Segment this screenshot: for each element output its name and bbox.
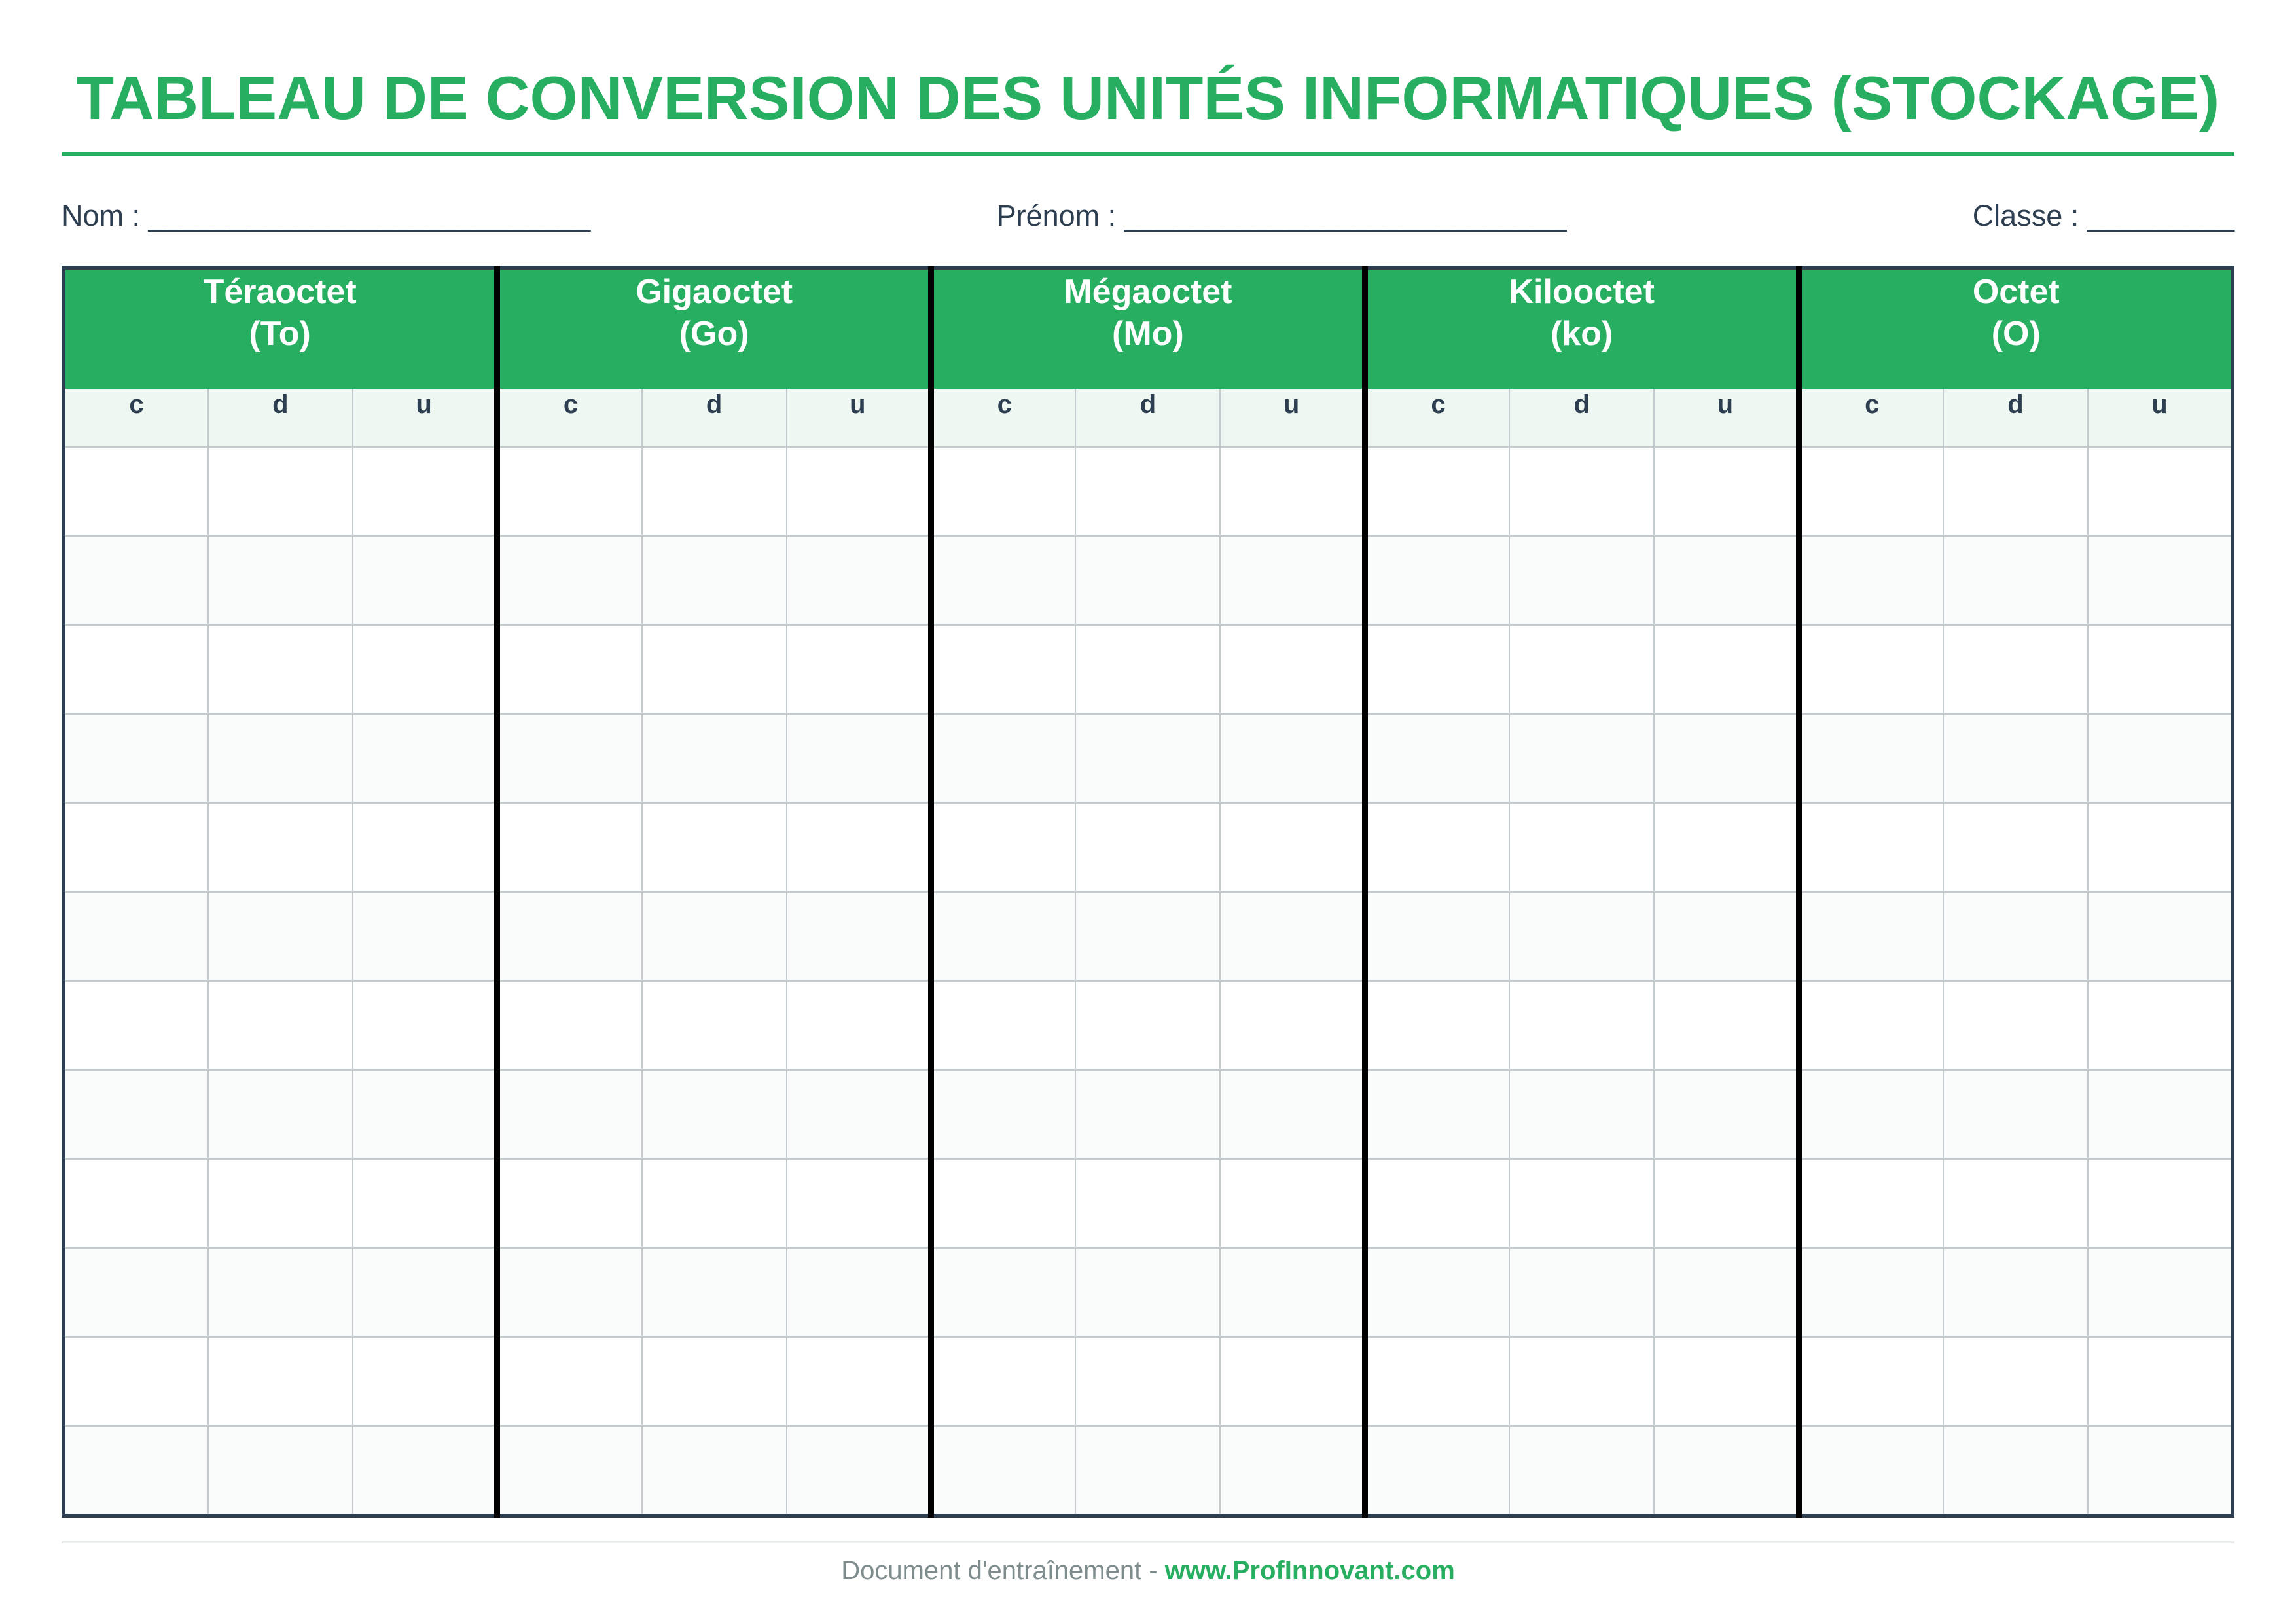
table-cell[interactable] xyxy=(787,1070,931,1159)
table-cell[interactable] xyxy=(63,1159,208,1248)
subcolumn-header: u xyxy=(2088,389,2233,447)
table-cell[interactable] xyxy=(1220,1248,1365,1337)
subcolumn-header: c xyxy=(931,389,1076,447)
table-cell[interactable] xyxy=(1220,981,1365,1070)
table-row xyxy=(63,803,2233,892)
table-cell[interactable] xyxy=(1799,714,1943,803)
subcolumn-header: c xyxy=(63,389,208,447)
table-cell[interactable] xyxy=(1365,1337,1509,1426)
subcolumn-header: u xyxy=(1220,389,1365,447)
table-cell[interactable] xyxy=(642,625,787,714)
table-cell[interactable] xyxy=(787,803,931,892)
footer-site-link[interactable]: www.ProfInnovant.com xyxy=(1164,1556,1455,1585)
table-cell[interactable] xyxy=(208,1159,353,1248)
table-cell[interactable] xyxy=(497,625,642,714)
table-cell[interactable] xyxy=(1943,447,2088,536)
table-row xyxy=(63,536,2233,625)
table-cell[interactable] xyxy=(931,1248,1076,1337)
footer xyxy=(62,1551,2234,1590)
table-cell[interactable] xyxy=(208,1248,353,1337)
table-cell[interactable] xyxy=(63,714,208,803)
unit-header-0 xyxy=(63,268,497,389)
table-cell[interactable] xyxy=(1365,447,1509,536)
table-cell[interactable] xyxy=(1799,1337,1943,1426)
table-row xyxy=(63,447,2233,536)
table-cell[interactable] xyxy=(2088,1070,2233,1159)
table-cell[interactable] xyxy=(497,536,642,625)
table-cell[interactable] xyxy=(2088,1426,2233,1516)
table-cell[interactable] xyxy=(63,803,208,892)
table-cell[interactable] xyxy=(1509,536,1654,625)
table-cell[interactable] xyxy=(1365,1070,1509,1159)
table-cell[interactable] xyxy=(1220,714,1365,803)
subcolumn-header: u xyxy=(1654,389,1799,447)
table-cell[interactable] xyxy=(1654,1159,1799,1248)
table-cell[interactable] xyxy=(1075,981,1220,1070)
table-cell[interactable] xyxy=(1075,1159,1220,1248)
table-cell[interactable] xyxy=(1654,981,1799,1070)
table-cell[interactable] xyxy=(1799,625,1943,714)
table-cell[interactable] xyxy=(63,1248,208,1337)
table-cell[interactable] xyxy=(1075,447,1220,536)
unit-abbreviation: (Mo) xyxy=(1112,315,1184,353)
subcolumn-header: u xyxy=(787,389,931,447)
table-cell[interactable] xyxy=(1075,892,1220,981)
table-cell[interactable] xyxy=(353,714,497,803)
subcolumn-header: d xyxy=(1075,389,1220,447)
table-row xyxy=(63,625,2233,714)
table-cell[interactable] xyxy=(1799,803,1943,892)
table-cell[interactable] xyxy=(787,1426,931,1516)
table-cell[interactable] xyxy=(353,1159,497,1248)
table-cell[interactable] xyxy=(497,892,642,981)
table-cell[interactable] xyxy=(63,892,208,981)
unit-name: Octet xyxy=(1972,273,2060,311)
table-cell[interactable] xyxy=(787,981,931,1070)
table-cell[interactable] xyxy=(1509,1337,1654,1426)
table-cell[interactable] xyxy=(1509,447,1654,536)
subcolumn-header: c xyxy=(1365,389,1509,447)
unit-header-3 xyxy=(1365,268,1799,389)
table-cell[interactable] xyxy=(497,1337,642,1426)
table-cell[interactable] xyxy=(1075,536,1220,625)
prenom-field[interactable]: Prénom : ___________________________ xyxy=(996,199,1567,232)
table-cell[interactable] xyxy=(1943,803,2088,892)
table-cell[interactable] xyxy=(208,892,353,981)
table-cell[interactable] xyxy=(2088,892,2233,981)
table-cell[interactable] xyxy=(1654,1337,1799,1426)
table-cell[interactable] xyxy=(787,714,931,803)
table-row xyxy=(63,1337,2233,1426)
table-cell[interactable] xyxy=(1509,714,1654,803)
table-cell[interactable] xyxy=(787,447,931,536)
table-cell[interactable] xyxy=(1654,803,1799,892)
table-cell[interactable] xyxy=(642,1248,787,1337)
table-cell[interactable] xyxy=(1799,447,1943,536)
table-cell[interactable] xyxy=(1075,714,1220,803)
subcolumn-header: u xyxy=(353,389,497,447)
table-cell[interactable] xyxy=(1943,1337,2088,1426)
table-cell[interactable] xyxy=(787,625,931,714)
table-cell[interactable] xyxy=(1220,892,1365,981)
table-cell[interactable] xyxy=(787,1248,931,1337)
table-cell[interactable] xyxy=(208,625,353,714)
subcolumn-header-row xyxy=(63,389,2233,447)
table-cell[interactable] xyxy=(1365,1426,1509,1516)
table-cell[interactable] xyxy=(931,892,1076,981)
table-cell[interactable] xyxy=(2088,714,2233,803)
table-cell[interactable] xyxy=(931,1159,1076,1248)
table-cell[interactable] xyxy=(931,536,1076,625)
table-cell[interactable] xyxy=(1075,1426,1220,1516)
table-cell[interactable] xyxy=(1799,1070,1943,1159)
table-row xyxy=(63,892,2233,981)
conversion-table xyxy=(62,266,2234,1518)
table-cell[interactable] xyxy=(1365,536,1509,625)
table-cell[interactable] xyxy=(2088,536,2233,625)
table-cell[interactable] xyxy=(208,803,353,892)
table-cell[interactable] xyxy=(1365,1159,1509,1248)
table-cell[interactable] xyxy=(497,803,642,892)
table-cell[interactable] xyxy=(208,1426,353,1516)
table-cell[interactable] xyxy=(1799,1426,1943,1516)
subcolumn-header: c xyxy=(497,389,642,447)
table-row xyxy=(63,1426,2233,1516)
table-cell[interactable] xyxy=(1799,536,1943,625)
unit-name: Téraoctet xyxy=(203,273,357,311)
page-title: TABLEAU DE CONVERSION DES UNITÉS INFORMATIQUES (STOCKAGE) xyxy=(76,63,2220,132)
table-cell[interactable] xyxy=(1220,1337,1365,1426)
table-cell[interactable] xyxy=(1075,803,1220,892)
table-cell[interactable] xyxy=(63,447,208,536)
table-cell[interactable] xyxy=(1075,1248,1220,1337)
table-cell[interactable] xyxy=(1509,981,1654,1070)
table-cell[interactable] xyxy=(1220,803,1365,892)
table-cell[interactable] xyxy=(353,536,497,625)
table-cell[interactable] xyxy=(1365,714,1509,803)
table-cell[interactable] xyxy=(642,981,787,1070)
table-cell[interactable] xyxy=(931,981,1076,1070)
table-cell[interactable] xyxy=(642,1070,787,1159)
table-cell[interactable] xyxy=(642,447,787,536)
table-cell[interactable] xyxy=(1943,892,2088,981)
table-cell[interactable] xyxy=(787,892,931,981)
title-divider xyxy=(62,152,2234,156)
table-cell[interactable] xyxy=(931,714,1076,803)
table-cell[interactable] xyxy=(1365,981,1509,1070)
table-cell[interactable] xyxy=(1943,625,2088,714)
table-cell[interactable] xyxy=(2088,1248,2233,1337)
table-cell[interactable] xyxy=(642,1337,787,1426)
table-cell[interactable] xyxy=(353,1248,497,1337)
subcolumn-header: d xyxy=(1943,389,2088,447)
table-cell[interactable] xyxy=(787,1159,931,1248)
table-row xyxy=(63,1070,2233,1159)
table-cell[interactable] xyxy=(208,447,353,536)
table-cell[interactable] xyxy=(1654,1070,1799,1159)
table-cell[interactable] xyxy=(931,447,1076,536)
table-cell[interactable] xyxy=(642,892,787,981)
table-cell[interactable] xyxy=(642,536,787,625)
table-cell[interactable] xyxy=(2088,625,2233,714)
unit-header-4 xyxy=(1799,268,2233,389)
table-cell[interactable] xyxy=(497,981,642,1070)
unit-header-row xyxy=(63,268,2233,389)
table-cell[interactable] xyxy=(1365,803,1509,892)
table-cell[interactable] xyxy=(1943,714,2088,803)
table-cell[interactable] xyxy=(1799,1159,1943,1248)
table-cell[interactable] xyxy=(63,1426,208,1516)
table-cell[interactable] xyxy=(2088,1337,2233,1426)
table-cell[interactable] xyxy=(931,1426,1076,1516)
table-cell[interactable] xyxy=(1943,1426,2088,1516)
nom-field[interactable]: Nom : ___________________________ xyxy=(62,199,591,232)
table-cell[interactable] xyxy=(353,1070,497,1159)
subcolumn-header: d xyxy=(208,389,353,447)
table-cell[interactable] xyxy=(63,1337,208,1426)
table-cell[interactable] xyxy=(208,536,353,625)
table-cell[interactable] xyxy=(353,1426,497,1516)
table-cell[interactable] xyxy=(2088,1159,2233,1248)
table-row xyxy=(63,1159,2233,1248)
table-cell[interactable] xyxy=(1075,1337,1220,1426)
table-cell[interactable] xyxy=(1654,536,1799,625)
table-cell[interactable] xyxy=(497,1159,642,1248)
subcolumn-header: d xyxy=(1509,389,1654,447)
table-cell[interactable] xyxy=(1509,625,1654,714)
table-row xyxy=(63,1248,2233,1337)
table-cell[interactable] xyxy=(2088,447,2233,536)
table-cell[interactable] xyxy=(1220,1159,1365,1248)
table-row xyxy=(63,981,2233,1070)
subcolumn-header: c xyxy=(1799,389,1943,447)
table-cell[interactable] xyxy=(1943,1070,2088,1159)
table-cell[interactable] xyxy=(353,1337,497,1426)
table-cell[interactable] xyxy=(497,447,642,536)
footer-divider xyxy=(62,1541,2234,1543)
unit-name: Kilooctet xyxy=(1509,273,1655,311)
table-cell[interactable] xyxy=(1365,1248,1509,1337)
table-cell[interactable] xyxy=(1220,536,1365,625)
table-cell[interactable] xyxy=(1220,1426,1365,1516)
table-cell[interactable] xyxy=(63,536,208,625)
table-cell[interactable] xyxy=(208,714,353,803)
table-cell[interactable] xyxy=(1220,625,1365,714)
table-cell[interactable] xyxy=(497,1070,642,1159)
unit-name: Mégaoctet xyxy=(1064,273,1232,311)
table-cell[interactable] xyxy=(1654,1426,1799,1516)
table-cell[interactable] xyxy=(1509,1248,1654,1337)
table-cell[interactable] xyxy=(1220,1070,1365,1159)
table-cell[interactable] xyxy=(642,1426,787,1516)
unit-name: Gigaoctet xyxy=(636,273,793,311)
table-cell[interactable] xyxy=(63,625,208,714)
unit-abbreviation: (ko) xyxy=(1551,315,1613,353)
table-cell[interactable] xyxy=(353,892,497,981)
table-cell[interactable] xyxy=(931,803,1076,892)
table-cell[interactable] xyxy=(1654,625,1799,714)
table-cell[interactable] xyxy=(208,1337,353,1426)
table-cell[interactable] xyxy=(353,803,497,892)
table-cell[interactable] xyxy=(1075,1070,1220,1159)
table-cell[interactable] xyxy=(63,1070,208,1159)
table-cell[interactable] xyxy=(1943,1159,2088,1248)
table-cell[interactable] xyxy=(208,1070,353,1159)
table-cell[interactable] xyxy=(2088,803,2233,892)
table-cell[interactable] xyxy=(787,536,931,625)
table-cell[interactable] xyxy=(497,1248,642,1337)
table-cell[interactable] xyxy=(353,625,497,714)
table-cell[interactable] xyxy=(931,1337,1076,1426)
table-cell[interactable] xyxy=(1365,892,1509,981)
table-cell[interactable] xyxy=(497,714,642,803)
table-cell[interactable] xyxy=(642,803,787,892)
table-cell[interactable] xyxy=(1799,1248,1943,1337)
table-cell[interactable] xyxy=(497,1426,642,1516)
table-cell[interactable] xyxy=(642,714,787,803)
table-cell[interactable] xyxy=(1365,625,1509,714)
table-cell[interactable] xyxy=(1654,1248,1799,1337)
table-cell[interactable] xyxy=(1509,1070,1654,1159)
worksheet-page xyxy=(62,52,2234,1590)
table-cell[interactable] xyxy=(1943,536,2088,625)
table-cell[interactable] xyxy=(1509,1426,1654,1516)
unit-header-2 xyxy=(931,268,1365,389)
table-cell[interactable] xyxy=(1075,625,1220,714)
unit-abbreviation: (O) xyxy=(1991,315,2041,353)
table-cell[interactable] xyxy=(1509,1159,1654,1248)
unit-abbreviation: (Go) xyxy=(679,315,749,353)
table-cell[interactable] xyxy=(1509,892,1654,981)
table-cell[interactable] xyxy=(353,447,497,536)
table-cell[interactable] xyxy=(1220,447,1365,536)
table-cell[interactable] xyxy=(931,1070,1076,1159)
table-cell[interactable] xyxy=(931,625,1076,714)
table-cell[interactable] xyxy=(1654,714,1799,803)
student-info-row xyxy=(62,196,2234,236)
table-cell[interactable] xyxy=(1509,803,1654,892)
table-row xyxy=(63,714,2233,803)
table-cell[interactable] xyxy=(2088,981,2233,1070)
table-cell[interactable] xyxy=(1943,981,2088,1070)
conversion-table-body xyxy=(63,447,2233,1516)
table-cell[interactable] xyxy=(1654,892,1799,981)
table-cell[interactable] xyxy=(787,1337,931,1426)
unit-header-1 xyxy=(497,268,931,389)
table-cell[interactable] xyxy=(1799,981,1943,1070)
table-cell[interactable] xyxy=(63,981,208,1070)
subcolumn-header: d xyxy=(642,389,787,447)
unit-abbreviation: (To) xyxy=(249,315,311,353)
table-cell[interactable] xyxy=(1943,1248,2088,1337)
table-cell[interactable] xyxy=(1799,892,1943,981)
table-cell[interactable] xyxy=(208,981,353,1070)
table-cell[interactable] xyxy=(353,981,497,1070)
classe-field[interactable]: Classe : _________ xyxy=(1972,199,2234,232)
table-cell[interactable] xyxy=(642,1159,787,1248)
footer-text: Document d'entraînement - xyxy=(841,1556,1165,1585)
table-cell[interactable] xyxy=(1654,447,1799,536)
